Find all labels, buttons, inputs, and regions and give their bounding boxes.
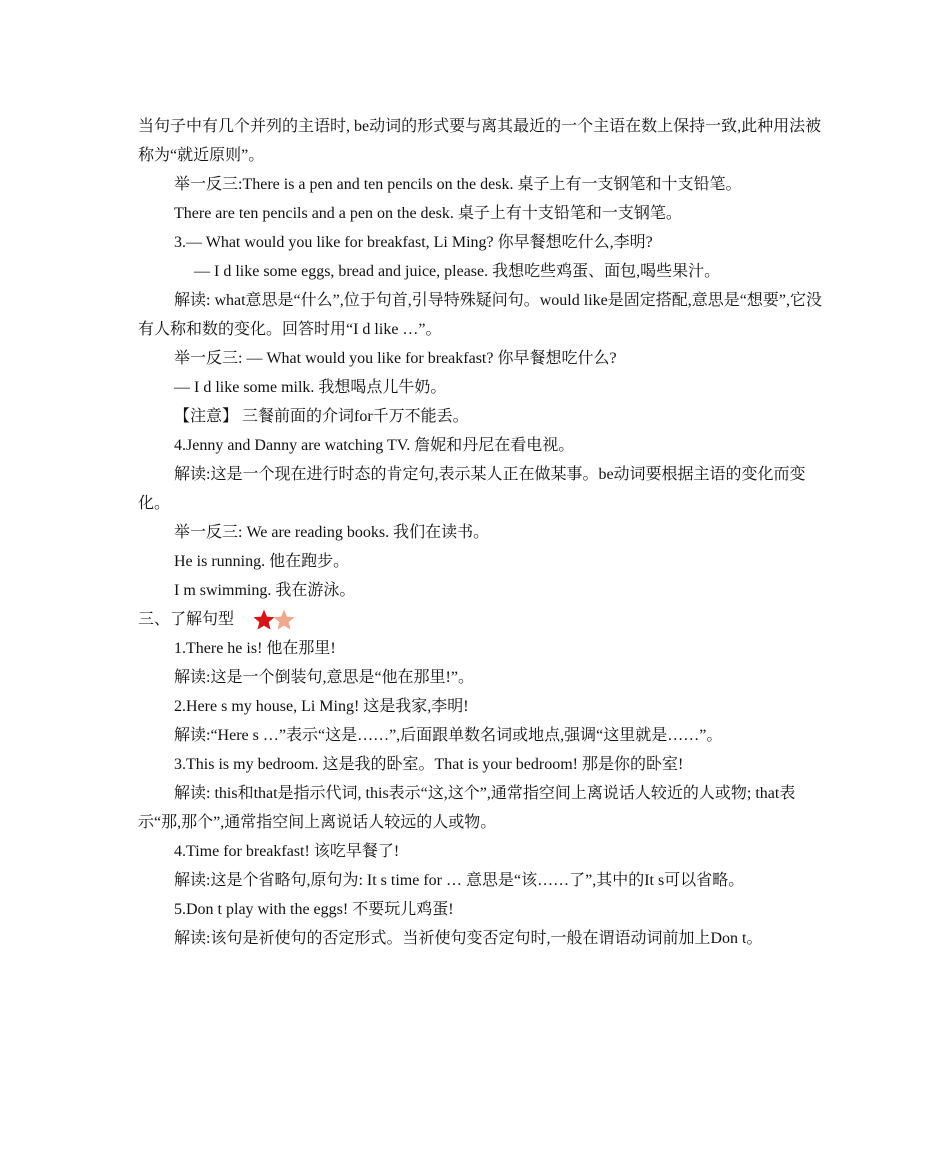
section-heading xyxy=(138,605,822,634)
star-2-shape xyxy=(274,609,295,629)
paragraph-sentence-4: 4.Jenny and Danny are watching TV. 詹妮和丹尼在看电视。 xyxy=(174,437,575,454)
item-sentence-4: 4.Time for breakfast! 该吃早餐了! xyxy=(174,843,400,860)
section-title: 三、了解句型 xyxy=(138,611,235,628)
document-body xyxy=(138,112,822,953)
paragraph-sentence-3-answer: — I d like some eggs, bread and juice, please. 我想吃些鸡蛋、面包,喝些果汁。 xyxy=(194,263,721,280)
paragraph-example-4a: 举一反三: We are reading books. 我们在读书。 xyxy=(174,524,490,541)
item-sentence-5: 5.Don t play with the eggs! 不要玩儿鸡蛋! xyxy=(174,901,454,918)
paragraph-rule-explanation: 当句子中有几个并列的主语时, be动词的形式要与离其最近的一个主语在数上保持一致,此种用法被称为“就近原则”。 xyxy=(138,118,822,164)
item-sentence-4-explanation: 解读:这是个省略句,原句为: It s time for … 意思是“该……了”,其中的It s可以省略。 xyxy=(174,872,745,889)
paragraph-note: 【注意】 三餐前面的介词for千万不能丢。 xyxy=(174,408,469,425)
paragraph-example-3-question: 举一反三: — What would you like for breakfast? 你早餐想吃什么? xyxy=(174,350,617,367)
item-sentence-3: 3.This is my bedroom. 这是我的卧室。That is your bedroom! 那是你的卧室! xyxy=(174,756,684,773)
item-sentence-1-explanation: 解读:这是一个倒装句,意思是“他在那里!”。 xyxy=(174,669,474,686)
item-sentence-3-explanation: 解读: this和that是指示代词, this表示“这,这个”,通常指空间上离说话人较近的人或物; that表示“那,那个”,通常指空间上离说话人较远的人或物。 xyxy=(138,785,796,831)
star-icon xyxy=(272,608,296,632)
paragraph-example-2: There are ten pencils and a pen on the desk. 桌子上有十支铅笔和一支钢笔。 xyxy=(174,205,682,222)
item-sentence-2-explanation: 解读:“Here s …”表示“这是……”,后面跟单数名词或地点,强调“这里就是……”。 xyxy=(174,727,723,744)
item-sentence-1: 1.There he is! 他在那里! xyxy=(174,640,336,657)
paragraph-example-4b: He is running. 他在跑步。 xyxy=(174,553,350,570)
paragraph-example-1: 举一反三:There is a pen and ten pencils on the desk. 桌子上有一支钢笔和十支铅笔。 xyxy=(174,176,742,193)
paragraph-example-4c: I m swimming. 我在游泳。 xyxy=(174,582,356,599)
item-sentence-2: 2.Here s my house, Li Ming! 这是我家,李明! xyxy=(174,698,469,715)
star-rating xyxy=(252,608,296,632)
paragraph-sentence-3-explanation: 解读: what意思是“什么”,位于句首,引导特殊疑问句。would like是固定搭配,意思是“想要”,它没有人称和数的变化。回答时用“I d like …”。 xyxy=(138,292,822,338)
paragraph-sentence-4-explanation: 解读:这是一个现在进行时态的肯定句,表示某人正在做某事。be动词要根据主语的变化而变化。 xyxy=(138,466,806,512)
paragraph-example-3-answer: — I d like some milk. 我想喝点儿牛奶。 xyxy=(174,379,447,396)
item-sentence-5-explanation: 解读:该句是祈使句的否定形式。当祈使句变否定句时,一般在谓语动词前加上Don t。 xyxy=(174,930,763,947)
paragraph-sentence-3-question: 3.— What would you like for breakfast, Li Ming? 你早餐想吃什么,李明? xyxy=(174,234,653,251)
